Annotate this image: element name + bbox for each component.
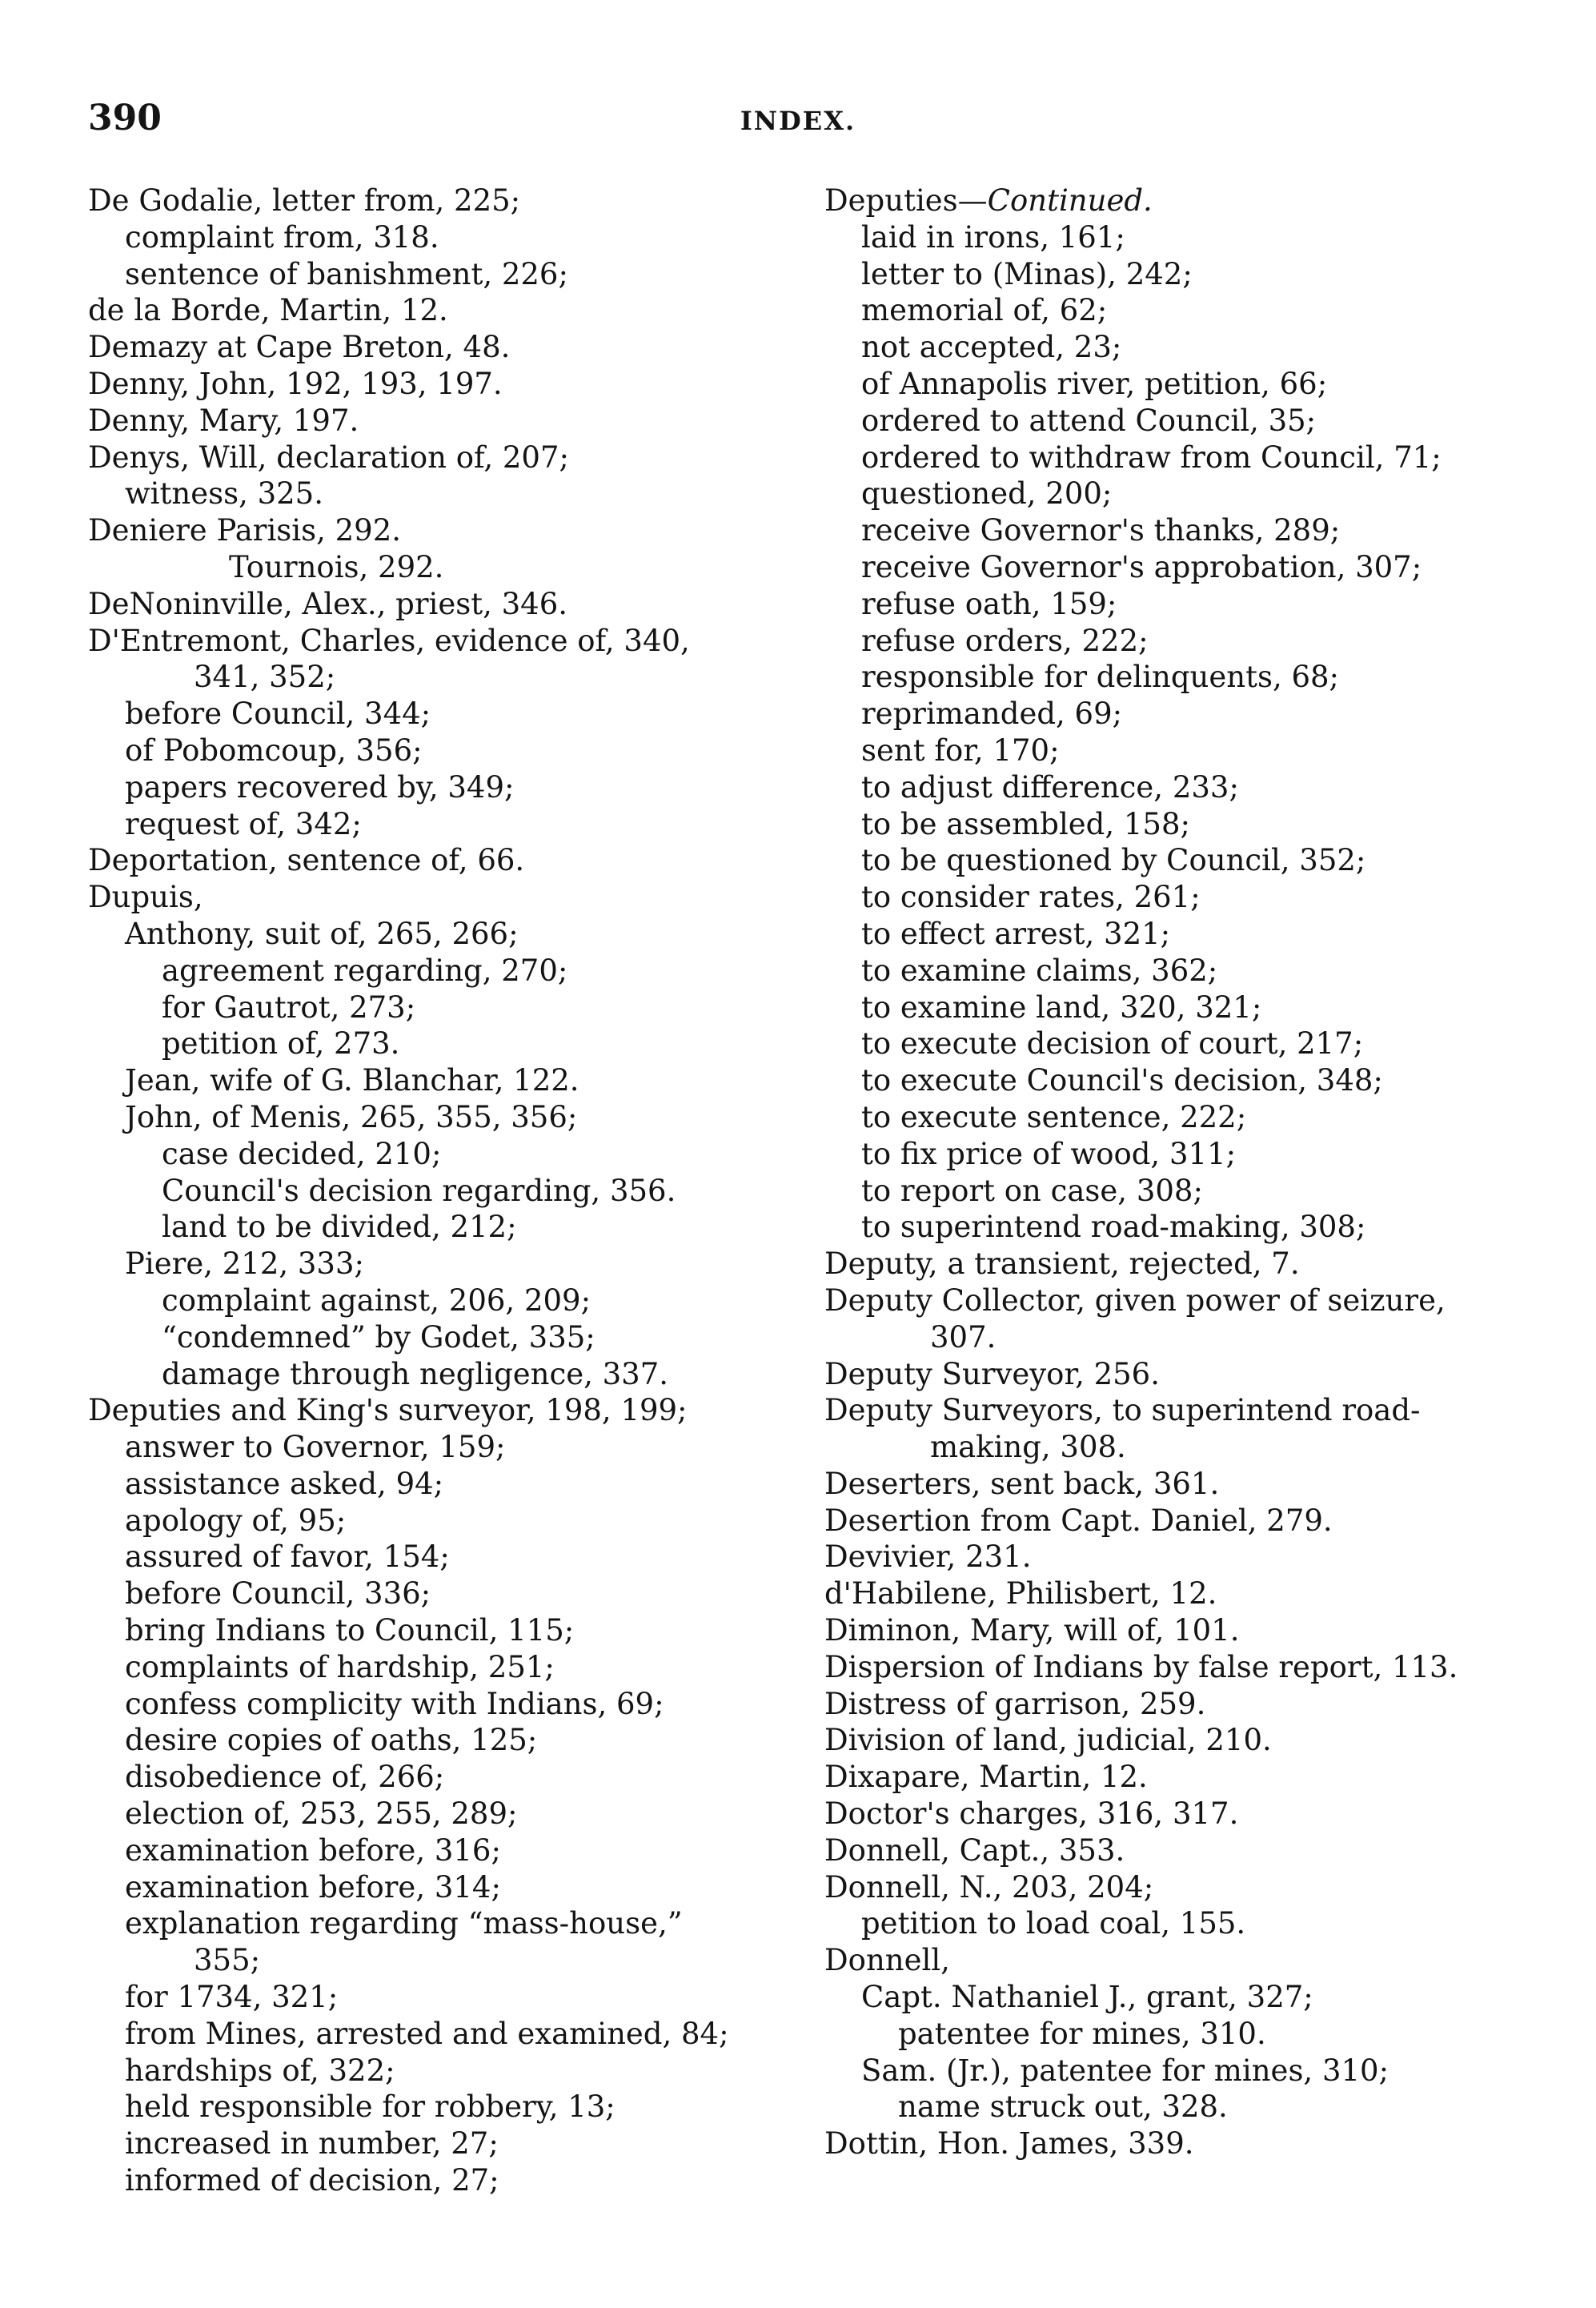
index-entry-text: Denys, Will, declaration of, 207;	[88, 440, 569, 475]
index-entry-italic: Continued.	[987, 183, 1153, 218]
index-entry	[88, 2053, 808, 2089]
index-entry-text: refuse oath, 159;	[861, 586, 1117, 621]
index-entry	[824, 329, 1545, 366]
index-entry-text: informed of decision, 27;	[125, 2163, 499, 2198]
index-entry-text: Distress of garrison, 259.	[824, 1686, 1206, 1721]
index-entry	[88, 1319, 808, 1356]
index-entry	[824, 1905, 1545, 1942]
index-entry-text: of Pobomcoup, 356;	[125, 733, 423, 768]
index-entry	[88, 842, 808, 879]
index-entry	[824, 1173, 1545, 1210]
index-entry-text: De Godalie, letter from, 225;	[88, 183, 521, 218]
index-entry-text: D'Entremont, Charles, evidence of, 340,	[88, 623, 690, 658]
index-entry	[824, 769, 1545, 806]
index-entry-text: confess complicity with Indians, 69;	[125, 1686, 664, 1721]
index-entry	[88, 219, 808, 256]
index-entry-text: receive Governor's approbation, 307;	[861, 549, 1422, 584]
index-entry-text: request of, 342;	[125, 806, 362, 841]
index-entry-text: Deputy, a transient, rejected, 7.	[824, 1246, 1300, 1282]
index-entry	[88, 696, 808, 733]
index-entry	[824, 1796, 1545, 1832]
index-entry-text: DeNoninville, Alex., priest, 346.	[88, 586, 567, 621]
index-entry	[824, 1503, 1545, 1539]
index-entry-text: Desertion from Capt. Daniel, 279.	[824, 1503, 1333, 1538]
index-entry-text: d'Habilene, Philisbert, 12.	[824, 1576, 1217, 1612]
index-entry-text: Deportation, sentence of, 66.	[88, 843, 525, 878]
index-entry-text: of Annapolis river, petition, 66;	[861, 366, 1328, 401]
index-entry	[824, 1686, 1545, 1723]
index-entry-text: sent for, 170;	[861, 733, 1060, 768]
index-entry	[88, 806, 808, 843]
index-entry	[824, 1392, 1545, 1429]
index-entry	[88, 366, 808, 403]
index-entry	[88, 586, 808, 623]
index-entry-text: Donnell,	[824, 1943, 950, 1978]
index-entry-text: “condemned” by Godet, 335;	[162, 1319, 595, 1355]
index-entry-text: before Council, 344;	[125, 696, 431, 732]
index-entry	[824, 659, 1545, 696]
index-entry-text: refuse orders, 222;	[861, 623, 1149, 658]
index-entry	[824, 2016, 1545, 2053]
index-entry	[88, 329, 808, 366]
index-entry-text: Deniere Parisis, 292.	[88, 513, 401, 548]
index-entry	[88, 1392, 808, 1429]
index-entry-text: Capt. Nathaniel J., grant, 327;	[861, 1980, 1313, 2015]
index-entry-text: Deserters, sent back, 361.	[824, 1466, 1220, 1501]
index-entry-text: to effect arrest, 321;	[861, 916, 1171, 951]
index-entry-text: Devivier, 231.	[824, 1539, 1032, 1575]
index-column-left	[88, 183, 808, 2199]
index-entry-text: Donnell, N., 203, 204;	[824, 1869, 1154, 1905]
index-entry	[824, 549, 1545, 586]
index-entry	[824, 806, 1545, 843]
index-entry	[824, 1869, 1545, 1906]
index-entry-text: Denny, Mary, 197.	[88, 403, 359, 438]
index-entry	[824, 1575, 1545, 1612]
index-entry-text: 355;	[194, 1943, 261, 1978]
index-entry-text: ordered to attend Council, 35;	[861, 403, 1317, 438]
index-entry	[88, 2125, 808, 2162]
index-entry-text: Dixapare, Martin, 12.	[824, 1760, 1148, 1795]
index-entry	[88, 1356, 808, 1393]
index-entry	[88, 1832, 808, 1869]
index-entry-text: to consider rates, 261;	[861, 880, 1201, 915]
index-entry-text: Deputies—	[824, 183, 988, 218]
index-entry	[88, 292, 808, 329]
index-entry	[88, 916, 808, 953]
index-entry-text: Dottin, Hon. James, 339.	[824, 2126, 1194, 2161]
index-entry	[824, 2053, 1545, 2089]
index-entry-text: Deputies and King's surveyor, 198, 199;	[88, 1393, 688, 1428]
index-entry-text: John, of Menis, 265, 355, 356;	[125, 1099, 578, 1134]
index-entry	[824, 256, 1545, 293]
index-entry	[824, 403, 1545, 440]
index-entry	[88, 1026, 808, 1062]
index-entry-text: held responsible for robbery, 13;	[125, 2089, 616, 2125]
index-entry	[824, 733, 1545, 769]
index-entry	[824, 879, 1545, 916]
index-entry-text: questioned, 200;	[861, 476, 1113, 512]
index-entry-text: complaints of hardship, 251;	[125, 1649, 555, 1684]
index-entry-text: to fix price of wood, 311;	[861, 1136, 1237, 1171]
index-entry	[88, 512, 808, 549]
index-entry	[88, 476, 808, 512]
index-entry-text: Diminon, Mary, will of, 101.	[824, 1613, 1240, 1648]
index-entry-text: papers recovered by, 349;	[125, 769, 515, 805]
index-entry-text: complaint against, 206, 209;	[162, 1282, 591, 1318]
index-entry	[88, 1905, 808, 1942]
index-entry	[88, 989, 808, 1026]
index-entry	[88, 1649, 808, 1686]
index-entry	[88, 1099, 808, 1136]
index-entry	[88, 1503, 808, 1539]
index-entry-text: Denny, John, 192, 193, 197.	[88, 366, 503, 401]
index-entry	[824, 1649, 1545, 1686]
index-entry-text: Dispersion of Indians by false report, 113.	[824, 1649, 1458, 1684]
index-entry	[824, 1319, 1545, 1356]
index-entry	[824, 1356, 1545, 1393]
index-entry	[88, 1759, 808, 1796]
index-entry-text: Demazy at Cape Breton, 48.	[88, 330, 511, 365]
index-entry-text: complaint from, 318.	[125, 219, 439, 255]
index-entry-text: name struck out, 328.	[898, 2089, 1228, 2125]
index-entry-text: Dupuis,	[88, 880, 203, 915]
index-entry	[88, 1136, 808, 1173]
index-entry	[88, 1466, 808, 1503]
index-entry	[824, 1979, 1545, 2016]
index-entry	[824, 842, 1545, 879]
index-entry	[824, 1026, 1545, 1062]
index-entry-text: examination before, 316;	[125, 1832, 501, 1868]
index-entry	[824, 586, 1545, 623]
index-entry	[88, 256, 808, 293]
index-entry	[88, 1062, 808, 1099]
index-entry-text: explanation regarding “mass-house,”	[125, 1906, 683, 1941]
index-entry	[88, 1796, 808, 1832]
index-entry	[824, 1466, 1545, 1503]
index-entry-text: from Mines, arrested and examined, 84;	[125, 2016, 729, 2051]
index-entry	[88, 1869, 808, 1906]
index-entry-text: assistance asked, 94;	[125, 1466, 444, 1501]
index-entry	[824, 2089, 1545, 2125]
index-entry-text: Division of land, judicial, 210.	[824, 1723, 1272, 1758]
index-entry	[88, 1246, 808, 1282]
index-entry-text: assured of favor, 154;	[125, 1539, 450, 1575]
index-entry-text: Deputy Surveyor, 256.	[824, 1356, 1160, 1391]
index-entry	[88, 1686, 808, 1723]
index-entry	[88, 733, 808, 769]
index-entry-text: reprimanded, 69;	[861, 696, 1123, 732]
index-entry-text: election of, 253, 255, 289;	[125, 1796, 518, 1832]
index-entry-text: case decided, 210;	[162, 1136, 442, 1171]
index-entry-text: Doctor's charges, 316, 317.	[824, 1796, 1239, 1832]
index-entry-text: ordered to withdraw from Council, 71;	[861, 440, 1442, 475]
index-entry-text: sentence of banishment, 226;	[125, 256, 568, 291]
index-entry-text: Anthony, suit of, 265, 266;	[125, 916, 519, 951]
index-entry	[824, 1832, 1545, 1869]
index-entry-text: to examine claims, 362;	[861, 953, 1218, 988]
index-entry-text: patentee for mines, 310.	[898, 2016, 1266, 2051]
index-entry-text: damage through negligence, 337.	[162, 1356, 669, 1391]
index-entry	[824, 1136, 1545, 1173]
index-entry-text: memorial of, 62;	[861, 293, 1108, 328]
index-entry-text: Jean, wife of G. Blanchar, 122.	[125, 1063, 579, 1098]
index-entry	[824, 512, 1545, 549]
index-entry-text: Sam. (Jr.), patentee for mines, 310;	[861, 2053, 1389, 2088]
index-entry-text: examination before, 314;	[125, 1869, 501, 1905]
index-entry	[824, 696, 1545, 733]
index-entry-text: desire copies of oaths, 125;	[125, 1723, 538, 1758]
index-entry	[88, 1209, 808, 1246]
index-entry-text: 341, 352;	[194, 660, 336, 695]
index-entry-text: Donnell, Capt., 353.	[824, 1832, 1125, 1868]
index-entry-text: Deputy Surveyors, to superintend road-	[824, 1393, 1421, 1428]
index-entry-text: to be assembled, 158;	[861, 806, 1190, 841]
index-entry-text: agreement regarding, 270;	[162, 953, 568, 988]
index-entry	[824, 989, 1545, 1026]
index-entry-text: to adjust difference, 233;	[861, 769, 1239, 805]
index-entry	[88, 549, 808, 586]
index-entry-text: to report on case, 308;	[861, 1173, 1203, 1208]
index-entry-text: bring Indians to Council, 115;	[125, 1613, 575, 1648]
index-entry-text: increased in number, 27;	[125, 2126, 499, 2161]
index-entry	[824, 953, 1545, 989]
index-entry-text: answer to Governor, 159;	[125, 1430, 506, 1465]
index-entry-text: witness, 325.	[125, 476, 323, 512]
index-entry-text: laid in irons, 161;	[861, 219, 1125, 255]
index-entry	[824, 1282, 1545, 1319]
index-entry	[824, 1099, 1545, 1136]
index-entry-text: hardships of, 322;	[125, 2053, 395, 2088]
index-entry	[824, 2125, 1545, 2162]
index-entry	[88, 1612, 808, 1649]
index-entry	[88, 2089, 808, 2125]
index-entry-text: petition to load coal, 155.	[861, 1906, 1246, 1941]
index-entry-text: for 1734, 321;	[125, 1980, 339, 2015]
index-entry-text: making, 308.	[930, 1430, 1126, 1465]
index-entry	[88, 2162, 808, 2199]
index-entry	[824, 219, 1545, 256]
index-entry-text: disobedience of, 266;	[125, 1760, 445, 1795]
index-entry	[88, 1942, 808, 1979]
index-entry	[88, 1722, 808, 1759]
index-entry-text: to superintend road-making, 308;	[861, 1210, 1366, 1245]
index-entry	[824, 916, 1545, 953]
index-entry-text: apology of, 95;	[125, 1503, 347, 1538]
index-entry	[824, 476, 1545, 512]
index-entry	[824, 1062, 1545, 1099]
index-entry	[88, 879, 808, 916]
index-entry	[88, 1979, 808, 2016]
index-entry	[824, 366, 1545, 403]
index-entry-text: before Council, 336;	[125, 1576, 431, 1612]
index-entry	[824, 1246, 1545, 1282]
index-entry	[824, 1209, 1545, 1246]
index-entry	[824, 183, 1545, 219]
index-entry	[824, 1539, 1545, 1575]
index-entry-text: to execute sentence, 222;	[861, 1099, 1247, 1134]
index-entry-text: Tournois, 292.	[229, 549, 444, 584]
index-entry-text: to examine land, 320, 321;	[861, 989, 1262, 1025]
index-entry-text: land to be divided, 212;	[162, 1210, 517, 1245]
index-entry	[88, 183, 808, 219]
index-entry	[824, 1759, 1545, 1796]
index-entry	[824, 292, 1545, 329]
index-entry	[88, 403, 808, 440]
index-entry-text: responsible for delinquents, 68;	[861, 660, 1340, 695]
index-entry-text: Council's decision regarding, 356.	[162, 1173, 676, 1208]
index-entry	[824, 1942, 1545, 1979]
index-entry-text: for Gautrot, 273;	[162, 989, 416, 1025]
index-entry	[824, 440, 1545, 476]
index-entry	[824, 1722, 1545, 1759]
index-entry-text: to execute Council's decision, 348;	[861, 1063, 1383, 1098]
index-entry	[88, 659, 808, 696]
index-entry-text: petition of, 273.	[162, 1026, 400, 1062]
index-entry-text: to execute decision of court, 217;	[861, 1026, 1364, 1062]
index-entry-text: 307.	[930, 1319, 996, 1355]
index-entry	[824, 1612, 1545, 1649]
index-entry-text: receive Governor's thanks, 289;	[861, 513, 1341, 548]
running-head: INDEX.	[740, 106, 856, 136]
index-entry	[824, 1429, 1545, 1466]
index-entry-text: de la Borde, Martin, 12.	[88, 293, 448, 328]
index-entry	[88, 1575, 808, 1612]
index-entry-text: to be questioned by Council, 352;	[861, 843, 1366, 878]
index-entry-text: Piere, 212, 333;	[125, 1246, 364, 1282]
index-entry	[88, 1282, 808, 1319]
index-entry	[88, 769, 808, 806]
index-entry	[88, 1429, 808, 1466]
index-entry	[88, 623, 808, 660]
index-entry	[824, 623, 1545, 660]
index-entry	[88, 440, 808, 476]
index-entry	[88, 1173, 808, 1210]
index-column-right	[824, 183, 1545, 2162]
index-entry-text: letter to (Minas), 242;	[861, 256, 1193, 291]
index-entry	[88, 953, 808, 989]
index-entry	[88, 2016, 808, 2053]
index-entry-text: not accepted, 23;	[861, 330, 1122, 365]
page-number: 390	[88, 98, 162, 138]
index-entry-text: Deputy Collector, given power of seizure,	[824, 1282, 1446, 1318]
index-entry	[88, 1539, 808, 1575]
